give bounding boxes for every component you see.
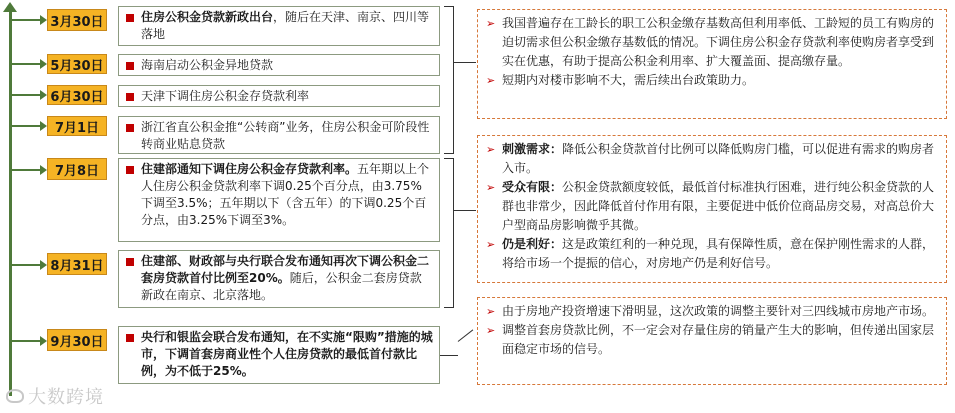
event-headline: 住建部通知下调住房公积金存贷款利率。 [141, 162, 358, 176]
timeline-tick [11, 169, 41, 171]
chevron-right-icon: ➢ [486, 17, 496, 30]
logo-icon [6, 389, 24, 403]
timeline-tick [11, 340, 41, 342]
bullet-icon [126, 14, 134, 22]
event-detail: 随后，公积金二套房贷款新政在南京、北京落地。 [141, 271, 422, 302]
note-keyword: 刺激需求： [502, 142, 563, 156]
event-item [118, 158, 440, 242]
chevron-right-icon: ➢ [486, 238, 496, 251]
connector-line [454, 210, 476, 211]
event-item [118, 6, 440, 46]
note-keyword: 受众有限： [502, 180, 563, 194]
date-badge: 3月30日 [47, 9, 107, 31]
date-badge: 7月1日 [47, 116, 107, 136]
bullet-icon [126, 124, 134, 132]
event-item [118, 54, 440, 76]
note-text: 公积金贷款额度较低，最低首付标准执行困难，进行纯公积金贷款的人群也非常少，因此降低首付作用有限，主要促进中低价位商品房交易，对高总价大户型商品房影响微乎其微。 [502, 180, 935, 232]
note-text: 这是政策红利的一种兑现，具有保障性质，意在保护刚性需求的人群，将给市场一个提振的信心，对房地产仍是利好信号。 [502, 237, 935, 270]
group-brace [444, 158, 454, 308]
event-detail: 五年期以上个人住房公积金贷款利率下调0.25个百分点，由3.75%下调至3.5%；五年期以下（含五年）的下调0.25个百分点，由3.25%下调至3%。 [141, 162, 430, 227]
bullet-icon [126, 93, 134, 101]
event-headline: 央行和银监会联合发布通知，在不实施“限购”措施的城市，下调首套房商业性个人住房贷款的最低首付款比例，为不低于25%。 [141, 330, 433, 378]
note-item [486, 71, 938, 90]
chevron-right-icon: ➢ [486, 74, 496, 87]
timeline-tick [11, 125, 41, 127]
event-text: 海南启动公积金异地贷款 [141, 58, 274, 72]
note-item [486, 178, 938, 235]
bullet-icon [126, 62, 134, 70]
event-item [118, 116, 440, 154]
timeline-tick [11, 63, 41, 65]
analysis-note [477, 9, 947, 119]
bullet-icon [126, 334, 134, 342]
note-item [486, 302, 938, 321]
chevron-right-icon: ➢ [486, 181, 496, 194]
analysis-note [477, 297, 947, 385]
event-item [118, 250, 440, 308]
connector-line [454, 62, 476, 63]
timeline-tick [11, 264, 41, 266]
chevron-right-icon: ➢ [486, 143, 496, 156]
note-item [486, 140, 938, 178]
note-item [486, 14, 938, 71]
note-item [486, 235, 938, 273]
timeline-arrow-icon [3, 2, 17, 12]
analysis-note [477, 135, 947, 283]
timeline-tick [11, 94, 41, 96]
date-badge: 5月30日 [47, 54, 107, 74]
event-detail: ，随后在天津、南京、四川等落地 [141, 10, 430, 41]
note-keyword: 仍是利好： [502, 237, 563, 251]
event-text: 天津下调住房公积金存贷款利率 [141, 89, 310, 103]
event-text: 浙江省直公积金推“公转商”业务，住房公积金可阶段性转商业贴息贷款 [141, 120, 430, 151]
connector-line [440, 355, 458, 356]
date-badge: 6月30日 [47, 85, 107, 105]
event-headline: 住建部、财政部与央行联合发布通知再次下调公积金二套房贷款首付比例至20%。 [141, 254, 430, 285]
event-item [118, 85, 440, 107]
chevron-right-icon: ➢ [486, 305, 496, 318]
bullet-icon [126, 166, 134, 174]
note-text: 调整首套房贷款比例，不一定会对存量住房的销量产生大的影响，但传递出国家层面稳定市场的信号。 [502, 323, 935, 356]
note-item [486, 321, 938, 359]
chevron-right-icon: ➢ [486, 324, 496, 337]
note-text: 我国普遍存在工龄长的职工公积金缴存基数高但利用率低、工龄短的员工有购房的迫切需求但公积金缴存基数低的情况。下调住房公积金存贷款利率使购房者享受到实在优惠，有助于提高公积金利用率、扩大覆盖面、提高缴存量。 [502, 16, 935, 68]
event-item [118, 326, 440, 384]
watermark-text: 大数跨境 [28, 387, 104, 408]
date-badge: 8月31日 [47, 253, 107, 275]
connector-line [458, 329, 474, 341]
date-badge: 7月8日 [47, 158, 107, 180]
note-text: 短期内对楼市影响不大，需后续出台政策助力。 [502, 73, 755, 87]
event-headline: 住房公积金贷款新政出台 [141, 10, 274, 24]
note-text: 降低公积金贷款首付比例可以降低购房门槛，可以促进有需求的购房者入市。 [502, 142, 935, 175]
watermark [6, 383, 104, 409]
group-brace [444, 6, 454, 154]
bullet-icon [126, 258, 134, 266]
timeline-tick [11, 19, 41, 21]
date-badge: 9月30日 [47, 329, 107, 351]
note-text: 由于房地产投资增速下滑明显，这次政策的调整主要针对三四线城市房地产市场。 [502, 304, 935, 318]
